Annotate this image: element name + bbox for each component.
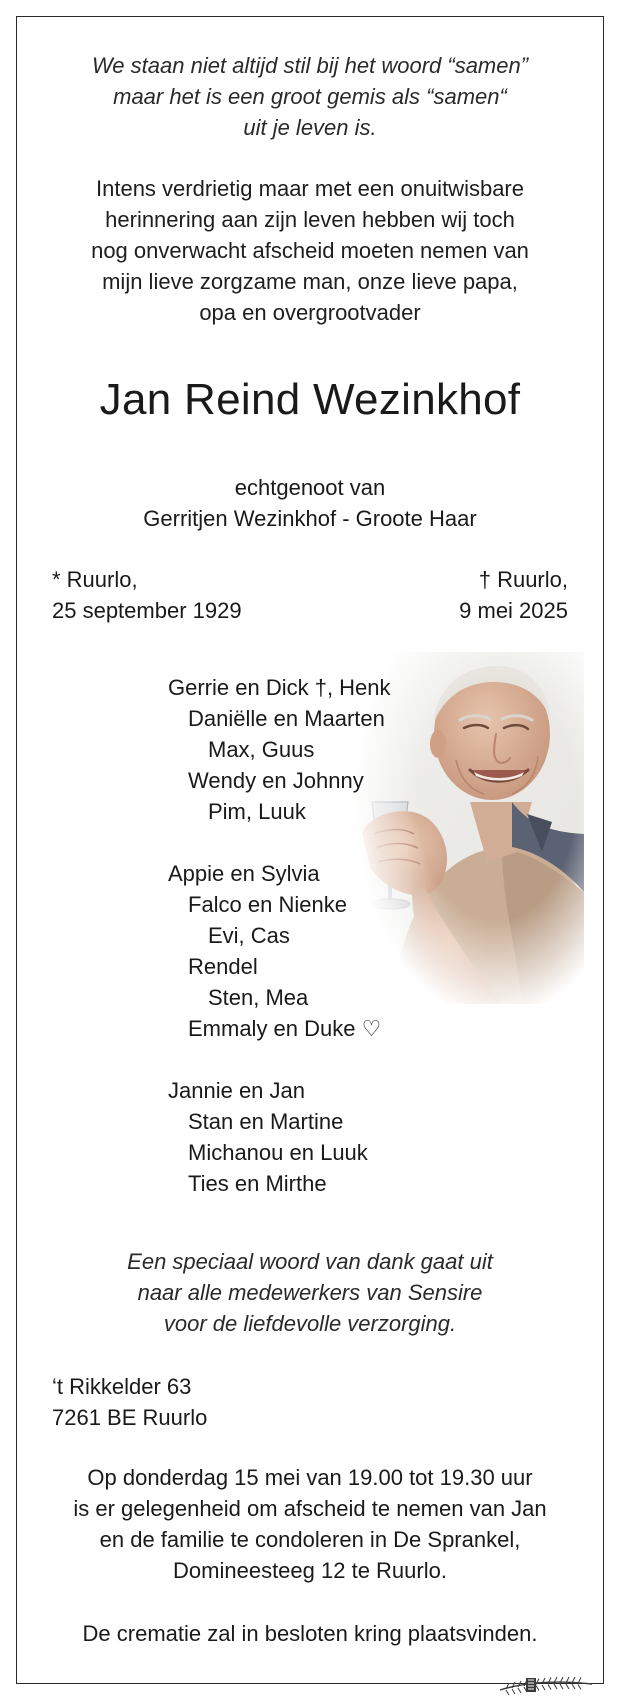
death-date: 9 mei 2025: [459, 598, 568, 623]
family-member: Wendy en Johnny: [188, 768, 364, 793]
group-spacer: [168, 827, 391, 858]
family-member: Jannie en Jan: [168, 1078, 305, 1103]
thanks-line: naar alle medewerkers van Sensire: [137, 1280, 483, 1305]
correspondence-address: [52, 1371, 207, 1433]
visitation-info: [0, 1462, 620, 1586]
family-member: Stan en Martine: [188, 1109, 344, 1134]
cremation-note: De crematie zal in besloten kring plaatsvinden.: [82, 1621, 538, 1646]
spouse-name: Gerritjen Wezinkhof - Groote Haar: [143, 506, 477, 531]
feather-logo-icon: [496, 1672, 596, 1698]
spouse-label: echtgenoot van: [234, 475, 386, 500]
family-list: [168, 672, 391, 1199]
family-member: Max, Guus: [208, 737, 315, 762]
family-member: Ties en Mirthe: [188, 1171, 327, 1196]
spouse-block: [0, 472, 620, 534]
intro-text: [0, 173, 620, 328]
poem-line: We staan niet altijd stil bij het woord “samen”: [91, 53, 529, 78]
family-group: [168, 858, 391, 1044]
birth-info: [52, 564, 242, 626]
intro-line: nog onverwacht afscheid moeten nemen van: [91, 238, 529, 263]
intro-line: Intens verdrietig maar met een onuitwisbare: [96, 176, 524, 201]
address-postal: 7261 BE Ruurlo: [52, 1405, 208, 1430]
family-member: Gerrie en Dick †, Henk: [168, 675, 391, 700]
visitation-line: is er gelegenheid om afscheid te nemen van Jan: [73, 1496, 547, 1521]
family-member: Pim, Luuk: [208, 799, 306, 824]
family-member: Falco en Nienke: [188, 892, 347, 917]
death-place: † Ruurlo,: [478, 567, 568, 592]
intro-line: opa en overgrootvader: [199, 300, 421, 325]
thanks-line: Een speciaal woord van dank gaat uit: [127, 1249, 493, 1274]
visitation-line: en de familie te condoleren in De Sprankel,: [99, 1527, 521, 1552]
intro-line: mijn lieve zorgzame man, onze lieve papa,: [102, 269, 518, 294]
intro-line: herinnering aan zijn leven hebben wij toch: [105, 207, 515, 232]
poem-line: uit je leven is.: [243, 115, 377, 140]
deceased-name: Jan Reind Wezinkhof: [99, 375, 521, 424]
family-member: Emmaly en Duke ♡: [188, 1016, 382, 1041]
address-street: ‘t Rikkelder 63: [52, 1374, 192, 1399]
poem-line: maar het is een groot gemis als “samen“: [113, 84, 507, 109]
visitation-line: Domineesteeg 12 te Ruurlo.: [173, 1558, 447, 1583]
family-member: Daniëlle en Maarten: [188, 706, 385, 731]
family-member: Rendel: [188, 954, 258, 979]
family-group: [168, 1075, 391, 1199]
family-member: Evi, Cas: [208, 923, 290, 948]
death-info: [459, 564, 568, 626]
birth-date: 25 september 1929: [52, 598, 242, 623]
poem-quote: [0, 50, 620, 143]
birth-place: * Ruurlo,: [52, 567, 138, 592]
group-spacer: [168, 1044, 391, 1075]
family-member: Sten, Mea: [208, 985, 309, 1010]
visitation-line: Op donderdag 15 mei van 19.00 tot 19.30 uur: [87, 1465, 533, 1490]
thanks-line: voor de liefdevolle verzorging.: [163, 1311, 457, 1336]
thanks-note: [0, 1246, 620, 1339]
family-member: Michanou en Luuk: [188, 1140, 368, 1165]
family-member: Appie en Sylvia: [168, 861, 320, 886]
family-group: [168, 672, 391, 827]
